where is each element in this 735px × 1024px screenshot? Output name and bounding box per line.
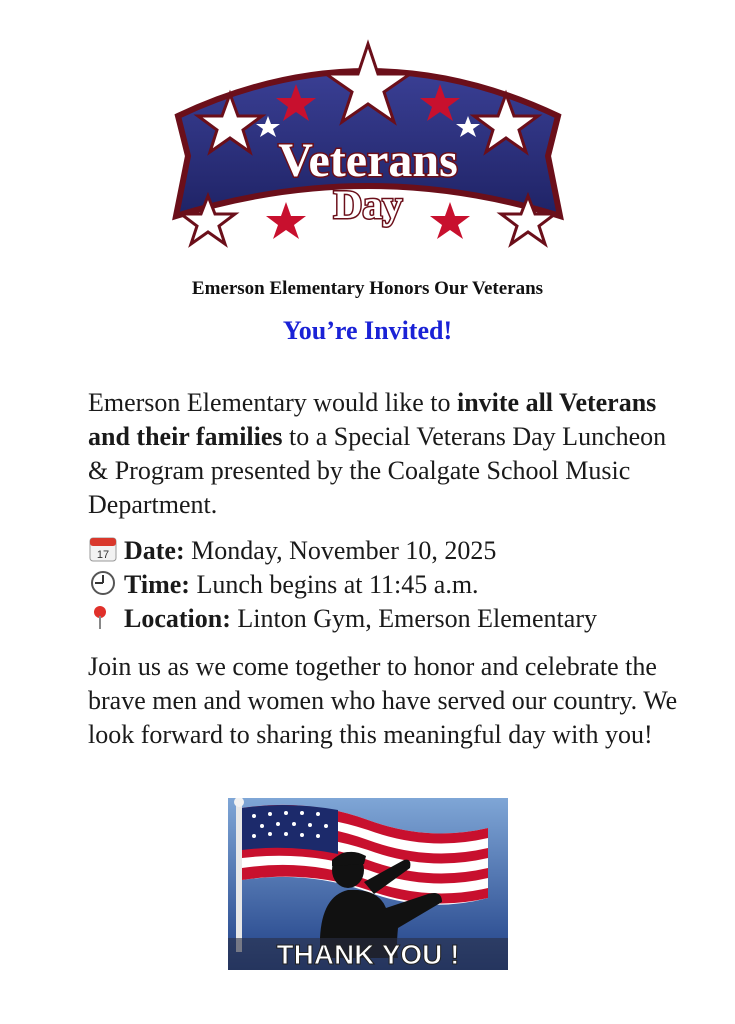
logo-title-day: Day — [333, 182, 403, 227]
closing-paragraph: Join us as we come together to honor and celebrate the brave men and women who have served our country. We look forward to sharing this meaningful day with you! — [88, 652, 678, 749]
subtitle: Emerson Elementary Honors Our Veterans — [191, 278, 544, 299]
date-label: Date: — [124, 536, 185, 565]
detail-date — [88, 534, 688, 568]
time-label: Time: — [124, 570, 190, 599]
logo-title-veterans: Veterans — [278, 134, 458, 187]
intro-bold: invite all Veterans and their families — [88, 388, 657, 451]
detail-time — [88, 568, 688, 602]
date-value: Monday, November 10, 2025 — [184, 536, 497, 565]
intro-text-2: to a Special Veterans Day Luncheon & Program presented by the Coalgate School Music Department. — [88, 422, 667, 519]
thank-you-image — [228, 798, 508, 970]
location-value: Linton Gym, Emerson Elementary — [230, 604, 597, 633]
clock-icon — [88, 570, 118, 596]
time-value: Lunch begins at 11:45 a.m. — [189, 570, 479, 599]
intro-paragraph — [88, 386, 688, 522]
event-details — [88, 534, 688, 636]
calendar-icon — [88, 536, 118, 562]
veterans-day-logo — [168, 36, 568, 256]
location-label: Location: — [124, 604, 231, 633]
calendar-day: 17 — [96, 549, 110, 561]
intro-text-1: Emerson Elementary would like to — [88, 388, 457, 417]
thank-you-text: THANK YOU ! — [276, 939, 460, 970]
invite-heading: You’re Invited! — [282, 316, 453, 345]
detail-location — [88, 602, 688, 636]
location-pin-icon — [88, 604, 118, 630]
